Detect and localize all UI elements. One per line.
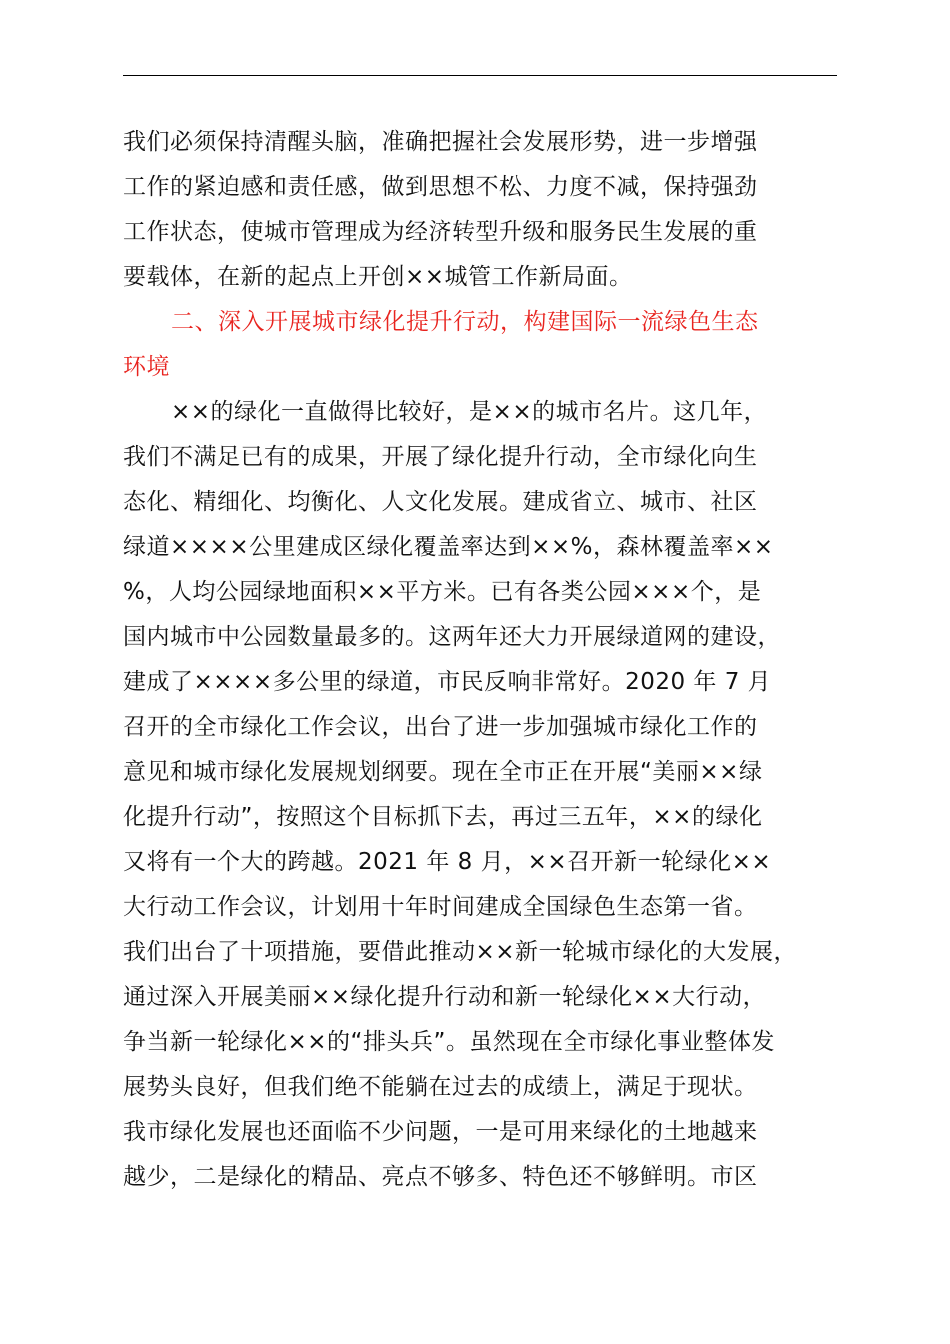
text-line: 要载体，在新的起点上开创××城管工作新局面。: [123, 264, 633, 290]
text-line: 国内城市中公园数量最多的。这两年还大力开展绿道网的建设，: [123, 624, 781, 650]
text-line: 工作的紧迫感和责任感，做到思想不松、力度不减，保持强劲: [123, 174, 758, 200]
text-line: 建成了××××多公里的绿道，市民反响非常好。2020 年 7 月: [123, 669, 772, 695]
text-line: 工作状态，使城市管理成为经济转型升级和服务民生发展的重: [123, 219, 758, 245]
text-line: %，人均公园绿地面积××平方米。已有各类公园×××个，是: [123, 579, 762, 605]
text-line: 化提升行动”，按照这个目标抓下去，再过三五年，××的绿化: [123, 804, 763, 830]
text-line: 绿道××××公里建成区绿化覆盖率达到××%，森林覆盖率××: [123, 534, 774, 560]
heading-line: 环境: [123, 354, 170, 380]
text-line: 意见和城市绿化发展规划纲要。现在全市正在开展“美丽××绿: [123, 759, 763, 785]
paragraph-1: [123, 120, 839, 300]
text-line: 态化、精细化、均衡化、人文化发展。建成省立、城市、社区: [123, 489, 758, 515]
text-line: 召开的全市绿化工作会议，出台了进一步加强城市绿化工作的: [123, 714, 758, 740]
heading-line: 二、深入开展城市绿化提升行动，构建国际一流绿色生态: [171, 309, 759, 335]
text-line: 大行动工作会议，计划用十年时间建成全国绿色生态第一省。: [123, 894, 758, 920]
text-line: 我们必须保持清醒头脑，准确把握社会发展形势，进一步增强: [123, 129, 758, 155]
text-line: 争当新一轮绿化××的“排头兵”。虽然现在全市绿化事业整体发: [123, 1029, 775, 1055]
paragraph-2: [123, 390, 839, 1200]
text-line: 越少，二是绿化的精品、亮点不够多、特色还不够鲜明。市区: [123, 1164, 758, 1190]
section-heading: [123, 300, 839, 390]
text-line: 又将有一个大的跨越。2021 年 8 月，××召开新一轮绿化××: [123, 849, 772, 875]
text-line: 我市绿化发展也还面临不少问题，一是可用来绿化的土地越来: [123, 1119, 758, 1145]
text-line: ××的绿化一直做得比较好，是××的城市名片。这几年，: [171, 399, 768, 425]
text-line: 我们出台了十项措施，要借此推动××新一轮城市绿化的大发展，: [123, 939, 798, 965]
text-line: 我们不满足已有的成果，开展了绿化提升行动，全市绿化向生: [123, 444, 758, 470]
text-line: 通过深入开展美丽××绿化提升行动和新一轮绿化××大行动，: [123, 984, 767, 1010]
document-body: [123, 120, 839, 1200]
header-rule: [123, 75, 837, 76]
text-line: 展势头良好，但我们绝不能躺在过去的成绩上，满足于现状。: [123, 1074, 758, 1100]
